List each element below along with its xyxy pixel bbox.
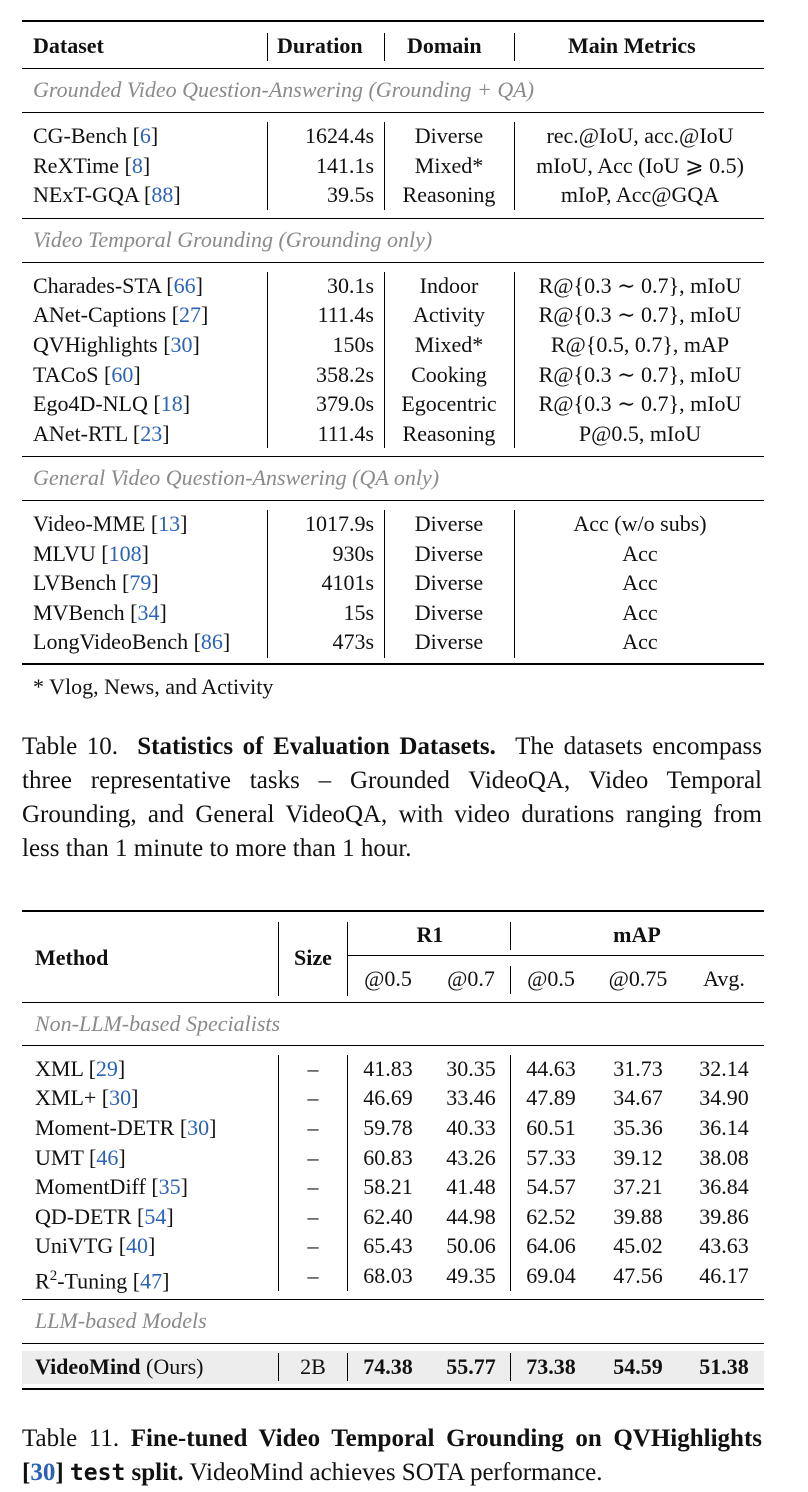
table-11-caption: Table 11. Fine-tuned Video Temporal Grounding on QVHighlights [30] test split. VideoMind achieves SOTA performance. <box>22 1425 762 1486</box>
section-title-grounded-qa: Grounded Video Question-Answering (Grounding + QA) <box>33 77 535 102</box>
table-row: MVBench [34] 15s Diverse Acc <box>33 600 658 625</box>
header-rule <box>22 68 764 69</box>
table-row: Ego4D-NLQ [18] 379.0s Egocentric R@{0.3 ∼ 0.7}, mIoU <box>33 391 742 416</box>
citation-link[interactable]: 30 <box>170 332 193 357</box>
table-row: Video-MME [13] 1017.9s Diverse Acc (w/o subs) <box>33 511 707 536</box>
table-row: QD-DETR [54] – 62.40 44.98 62.52 39.88 39.86 <box>35 1204 749 1229</box>
citation-link[interactable]: 66 <box>173 273 196 298</box>
citation-link[interactable]: 30 <box>187 1115 210 1140</box>
table-row: NExT-GQA [88] 39.5s Reasoning mIoP, Acc@GQA <box>33 182 720 207</box>
table-row: XML [29] – 41.83 30.35 44.63 31.73 32.14 <box>35 1056 749 1081</box>
citation-link[interactable]: 18 <box>160 391 183 416</box>
header-duration: Duration <box>277 33 363 58</box>
top-rule <box>22 910 764 912</box>
citation-link[interactable]: 6 <box>139 123 151 148</box>
footnote: * Vlog, News, and Activity <box>33 674 274 699</box>
header-domain: Domain <box>407 33 482 58</box>
table-row: ANet-RTL [23] 111.4s Reasoning P@0.5, mIoU <box>33 421 702 446</box>
table-row: UMT [46] – 60.83 43.26 57.33 39.12 38.08 <box>35 1145 749 1170</box>
citation-link[interactable]: 54 <box>144 1204 167 1229</box>
top-rule <box>22 20 764 22</box>
citation-link[interactable]: 79 <box>129 570 152 595</box>
table-10-caption: Table 10. Statistics of Evaluation Datasets. The datasets encompass three representative tasks – Grounded VideoQA, Video Temporal Grounding, and General VideoQA, with video durations ranging from less than 1 minute to more than 1 hour. <box>22 733 762 862</box>
table-row: CG-Bench [6] 1624.4s Diverse rec.@IoU, acc.@IoU <box>33 123 734 148</box>
table-row: Moment-DETR [30] – 59.78 40.33 60.51 35.36 36.14 <box>35 1115 749 1140</box>
citation-link[interactable]: 34 <box>137 600 160 625</box>
table-row: $R^2$-Tuning [47] – 68.03 49.35 69.04 47.56 46.17 <box>35 1263 749 1294</box>
citation-link[interactable]: 60 <box>111 362 134 387</box>
table-11-header-groups: R1 mAP <box>416 922 661 947</box>
table-row: UniVTG [40] – 65.43 50.06 64.06 45.02 43.63 <box>35 1233 749 1258</box>
bottom-rule <box>22 1388 764 1390</box>
header-rule <box>22 1002 764 1003</box>
section-title-general-qa: General Video Question-Answering (QA only) <box>33 465 440 490</box>
table-row: TACoS [60] 358.2s Cooking R@{0.3 ∼ 0.7}, mIoU <box>33 362 742 387</box>
table-row: QVHighlights [30] 150s Mixed* R@{0.5, 0.7}, mAP <box>33 332 730 357</box>
citation-link[interactable]: 13 <box>158 511 181 536</box>
citation-link[interactable]: 23 <box>140 421 163 446</box>
table-row: XML+ [30] – 46.69 33.46 47.89 34.67 34.90 <box>35 1085 749 1110</box>
table-10-header-row <box>0 31 808 61</box>
citation-link[interactable]: 40 <box>126 1233 149 1258</box>
section-title-specialists: Non-LLM-based Specialists <box>35 1011 281 1036</box>
table-row-ours: VideoMind (Ours) 2B 74.38 55.77 73.38 54.59 51.38 <box>35 1354 749 1379</box>
citation-link[interactable]: 30 <box>30 1459 56 1486</box>
table-row: Charades-STA [66] 30.1s Indoor R@{0.3 ∼ 0.7}, mIoU <box>33 273 742 298</box>
header-dataset: Dataset <box>33 33 104 58</box>
citation-link[interactable]: 35 <box>158 1174 181 1199</box>
bottom-rule <box>22 663 764 665</box>
header-metrics: Main Metrics <box>568 33 696 58</box>
table-11-header-subcols: @0.5 @0.7 @0.5 @0.75 Avg. <box>364 966 745 991</box>
table-row: ReXTime [8] 141.1s Mixed* mIoU, Acc (IoU ⩾ 0.5) <box>33 153 744 178</box>
citation-link[interactable]: 47 <box>140 1268 163 1294</box>
citation-link[interactable]: 29 <box>95 1056 118 1081</box>
citation-link[interactable]: 27 <box>179 302 202 327</box>
table-row: LongVideoBench [86] 473s Diverse Acc <box>33 629 658 654</box>
citation-link[interactable]: 8 <box>131 153 143 178</box>
citation-link[interactable]: 108 <box>108 541 142 566</box>
section-title-llm-models: LLM-based Models <box>35 1308 207 1333</box>
table-row: MLVU [108] 930s Diverse Acc <box>33 541 658 566</box>
citation-link[interactable]: 30 <box>109 1085 132 1110</box>
table-row: MomentDiff [35] – 58.21 41.48 54.57 37.21 36.84 <box>35 1174 749 1199</box>
table-11-header-method: Method Size <box>35 945 332 970</box>
citation-link[interactable]: 86 <box>200 629 223 654</box>
table-row: LVBench [79] 4101s Diverse Acc <box>33 570 658 595</box>
section-title-temporal-grounding: Video Temporal Grounding (Grounding only) <box>33 227 433 252</box>
citation-link[interactable]: 88 <box>151 182 174 207</box>
table-row: ANet-Captions [27] 111.4s Activity R@{0.3 ∼ 0.7}, mIoU <box>33 302 742 327</box>
citation-link[interactable]: 46 <box>96 1145 119 1170</box>
